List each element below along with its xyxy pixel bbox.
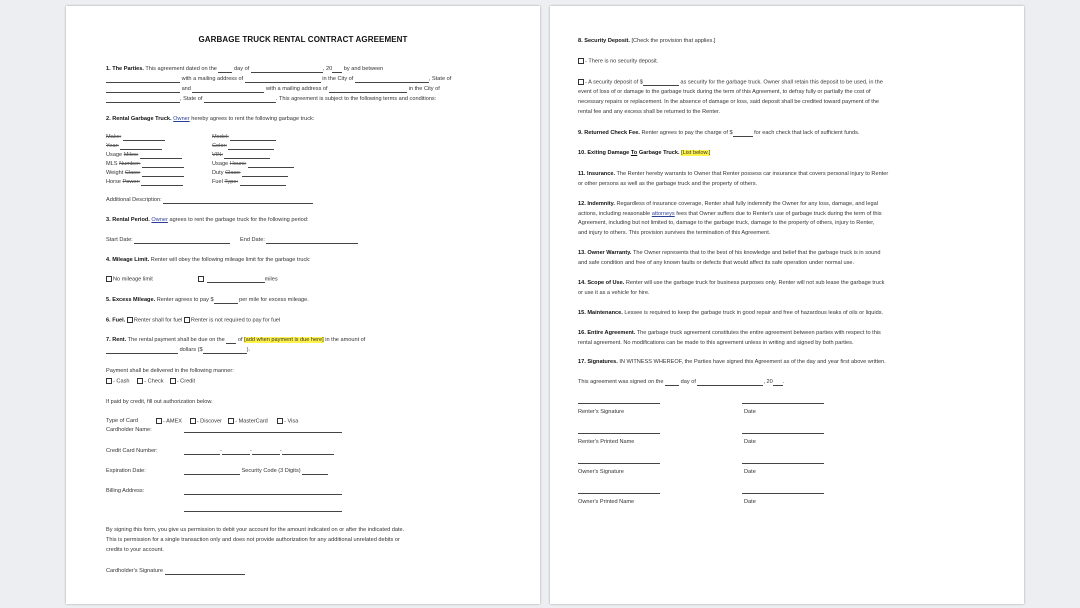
truck-field-input[interactable] <box>248 161 294 168</box>
credit-checkbox[interactable] <box>170 378 176 384</box>
section-12-line-2: actions, including reasonable attorneys fees that Owner suffers due to Renter's use of garbage truck during the term of this <box>578 211 882 217</box>
deposit-text-4: rental fee and any excess shall be returned to the Renter. <box>578 109 721 115</box>
auth-text-3: credits to your account. <box>106 547 164 553</box>
truck-field-input[interactable] <box>140 152 182 159</box>
section-12-line-1: 12. Indemnity. Regardless of insurance coverage, Renter shall fully indemnify the Owner for any loss, damage, and legal <box>578 201 878 207</box>
truck-field: Year: <box>106 143 162 150</box>
billing-address-line-1[interactable] <box>184 494 342 495</box>
section-9: 9. Returned Check Fee. Renter agrees to pay the charge of $ for each check that lack of sufficient funds. <box>578 130 860 136</box>
date-label: Date <box>744 499 756 505</box>
date-line[interactable] <box>742 433 824 434</box>
document-title: GARBAGE TRUCK RENTAL CONTRACT AGREEMENT <box>198 35 408 44</box>
date-line[interactable] <box>742 463 824 464</box>
signed-on-line: This agreement was signed on the day of , 20 . <box>578 379 785 385</box>
section-11-line-2: or other persons as well as the garbage truck and the property of others. <box>578 181 758 187</box>
truck-field-input[interactable] <box>230 134 276 141</box>
page-2 <box>550 6 1024 604</box>
section-8-heading: 8. Security Deposit. [Check the provision that applies.] <box>578 38 716 44</box>
truck-field-input[interactable] <box>120 143 162 150</box>
date-label: Date <box>744 439 756 445</box>
truck-field-input[interactable] <box>142 161 184 168</box>
section-2-heading: 2. Rental Garbage Truck. Owner hereby agrees to rent the following garbage truck: <box>106 116 315 122</box>
payment-methods: - Cash - Check - Credit <box>106 378 195 385</box>
signature-label: Renter's Signature <box>578 409 625 415</box>
section-6: 6. Fuel. Renter shall for fuel Renter is not required to pay for fuel <box>106 317 281 324</box>
truck-field: Make: <box>106 134 165 141</box>
section-13-line-1: 13. Owner Warranty. The Owner represents that to the best of his knowledge and belief that the garbage truck is in sound <box>578 250 881 256</box>
mastercard-checkbox[interactable] <box>228 418 234 424</box>
page-1 <box>66 6 540 604</box>
section-7-line-2: dollars ($ ). <box>106 347 250 354</box>
truck-field: Model: <box>212 134 276 141</box>
signature-line[interactable] <box>578 493 660 494</box>
mileage-limit-option: miles <box>198 276 278 283</box>
mileage-options: No mileage limit <box>106 276 153 283</box>
section-13-line-2: and safe condition and free of any known faults or defects that would affect its safe operation under normal use. <box>578 260 855 266</box>
fuel-option-1-checkbox[interactable] <box>127 317 133 323</box>
cardholder-signature: Cardholder's Signature <box>106 568 245 575</box>
date-line[interactable] <box>742 493 824 494</box>
date-line[interactable] <box>742 403 824 404</box>
truck-field: MLS Number: <box>106 161 184 168</box>
billing-address-label: Billing Address: <box>106 488 145 494</box>
truck-field: VIN: <box>212 152 270 159</box>
additional-description: Additional Description: <box>106 197 313 204</box>
card-type-label: Type of Card <box>106 418 139 424</box>
auth-text-1: By signing this form, you give us permission to debit your account for the amount indicated on or after the indicated date. <box>106 527 405 533</box>
deposit-option: - A security deposit of $ as security for the garbage truck. Owner shall retain this deposit to be used, in the <box>578 79 883 86</box>
fuel-option-2-checkbox[interactable] <box>184 317 190 323</box>
signature-label: Owner's Printed Name <box>578 499 635 505</box>
section-1-line-2: with a mailing address of in the City of , State of <box>106 76 451 83</box>
section-11-line-1: 11. Insurance. The Renter hereby warrants to Owner that Renter possess car insurance that covers personal injury to Renter <box>578 171 889 177</box>
section-15: 15. Maintenance. Lessee is required to keep the garbage truck in good repair and free of hazardous leaks of oils or liquids. <box>578 310 884 316</box>
section-5: 5. Excess Mileage. Renter agrees to pay $ per mile for excess mileage. <box>106 297 309 303</box>
card-number-field[interactable]: - - - <box>184 448 334 455</box>
truck-field-input[interactable] <box>142 170 184 177</box>
truck-field-input[interactable] <box>240 179 286 186</box>
rental-period-dates: Start Date: <box>106 237 230 244</box>
section-16-line-2: rental agreement. No modifications can be made to this agreement unless in writing and signed by both parties. <box>578 340 854 346</box>
truck-field-input[interactable] <box>123 134 165 141</box>
deposit-checkbox[interactable] <box>578 79 584 85</box>
no-mileage-checkbox[interactable] <box>106 276 112 282</box>
truck-field: Duty Class: <box>212 170 288 177</box>
amex-checkbox[interactable] <box>156 418 162 424</box>
section-4-heading: 4. Mileage Limit. Renter will obey the following mileage limit for the garbage truck: <box>106 257 311 263</box>
section-7-line-1: 7. Rent. The rental payment shall be due on the of [add when payment is due here] in the amount of <box>106 337 366 343</box>
cardholder-name-line[interactable] <box>184 432 342 433</box>
date-label: Date <box>744 409 756 415</box>
signature-line[interactable] <box>578 463 660 464</box>
credit-intro: If paid by credit, fill out authorization below. <box>106 399 213 405</box>
truck-field: Usage Miles: <box>106 152 182 159</box>
truck-field-input[interactable] <box>242 170 288 177</box>
section-12-line-4: and injury to others. This provision survives the termination of this Agreement. <box>578 230 771 236</box>
list-below-highlight: [List below.] <box>681 150 711 156</box>
payment-due-highlight: [add when payment is due here] <box>244 337 324 343</box>
date-label: Date <box>744 469 756 475</box>
section-14-line-1: 14. Scope of Use. Renter will use the garbage truck for business purposes only. Renter will not sub lease the garbage truck <box>578 280 885 286</box>
signature-line[interactable] <box>578 403 660 404</box>
section-1-line-4: , State of . This agreement is subject to the following terms and conditions: <box>106 96 436 103</box>
section-3-heading: 3. Rental Period. Owner agrees to rent the garbage truck for the following period: <box>106 217 309 223</box>
truck-field: Weight Class: <box>106 170 184 177</box>
truck-field: Color: <box>212 143 274 150</box>
section-1-line-1: 1. The Parties. This agreement dated on the day of , 20 by and between <box>106 66 384 72</box>
cardholder-name-label: Cardholder Name: <box>106 427 152 433</box>
truck-field: Usage Hours: <box>212 161 294 168</box>
card-number-label: Credit Card Number: <box>106 448 158 454</box>
truck-field-input[interactable] <box>141 179 183 186</box>
payment-manner: Payment shall be delivered in the following manner: <box>106 368 234 374</box>
rental-end-date: End Date: <box>240 237 358 244</box>
expiration-and-security: Security Code (3 Digits) <box>184 468 328 475</box>
signature-label: Renter's Printed Name <box>578 439 635 445</box>
deposit-text-3: necessary repairs or replacement. In the absence of damage or loss, said deposit shall be credited toward payment of the <box>578 99 879 105</box>
auth-text-2: This is permission for a single transaction only and does not provide authorization for any additional unrelated debits or <box>106 537 400 543</box>
section-17: 17. Signatures. IN WITNESS WHEREOF, the Parties have signed this Agreement as of the day and year first above written. <box>578 359 886 365</box>
signature-label: Owner's Signature <box>578 469 624 475</box>
check-checkbox[interactable] <box>137 378 143 384</box>
no-deposit-option: - There is no security deposit. <box>578 58 658 65</box>
deposit-text-2: event of loss of or damage to the garbage truck during the term of this Agreement, to defray fully or partially the cost of <box>578 89 871 95</box>
truck-field-input[interactable] <box>228 143 274 150</box>
section-1-line-3: and with a mailing address of in the City of <box>106 86 440 93</box>
mileage-limit-checkbox[interactable] <box>198 276 204 282</box>
section-10: 10. Exiting Damage To Garbage Truck. [List below.] <box>578 150 711 156</box>
truck-field: Horse Power: <box>106 179 183 186</box>
signature-line[interactable] <box>578 433 660 434</box>
section-16-line-1: 16. Entire Agreement. The garbage truck agreement constitutes the entire agreement between parties with respect to this <box>578 330 881 336</box>
section-14-line-2: or use it as a vehicle for hire. <box>578 290 650 296</box>
expiration-label: Expiration Date: <box>106 468 146 474</box>
truck-field: Fuel Type: <box>212 179 286 186</box>
section-12-line-3: Agreement, including but not limited to, damage to the garbage truck, damage to the property of others, injury to Renter, <box>578 220 875 226</box>
discover-checkbox[interactable] <box>190 418 196 424</box>
card-type-options: - AMEX - Discover - MasterCard - Visa <box>156 418 298 425</box>
truck-field-input[interactable] <box>224 152 270 159</box>
no-deposit-checkbox[interactable] <box>578 58 584 64</box>
billing-address-line-2[interactable] <box>184 511 342 512</box>
cash-checkbox[interactable] <box>106 378 112 384</box>
visa-checkbox[interactable] <box>277 418 283 424</box>
